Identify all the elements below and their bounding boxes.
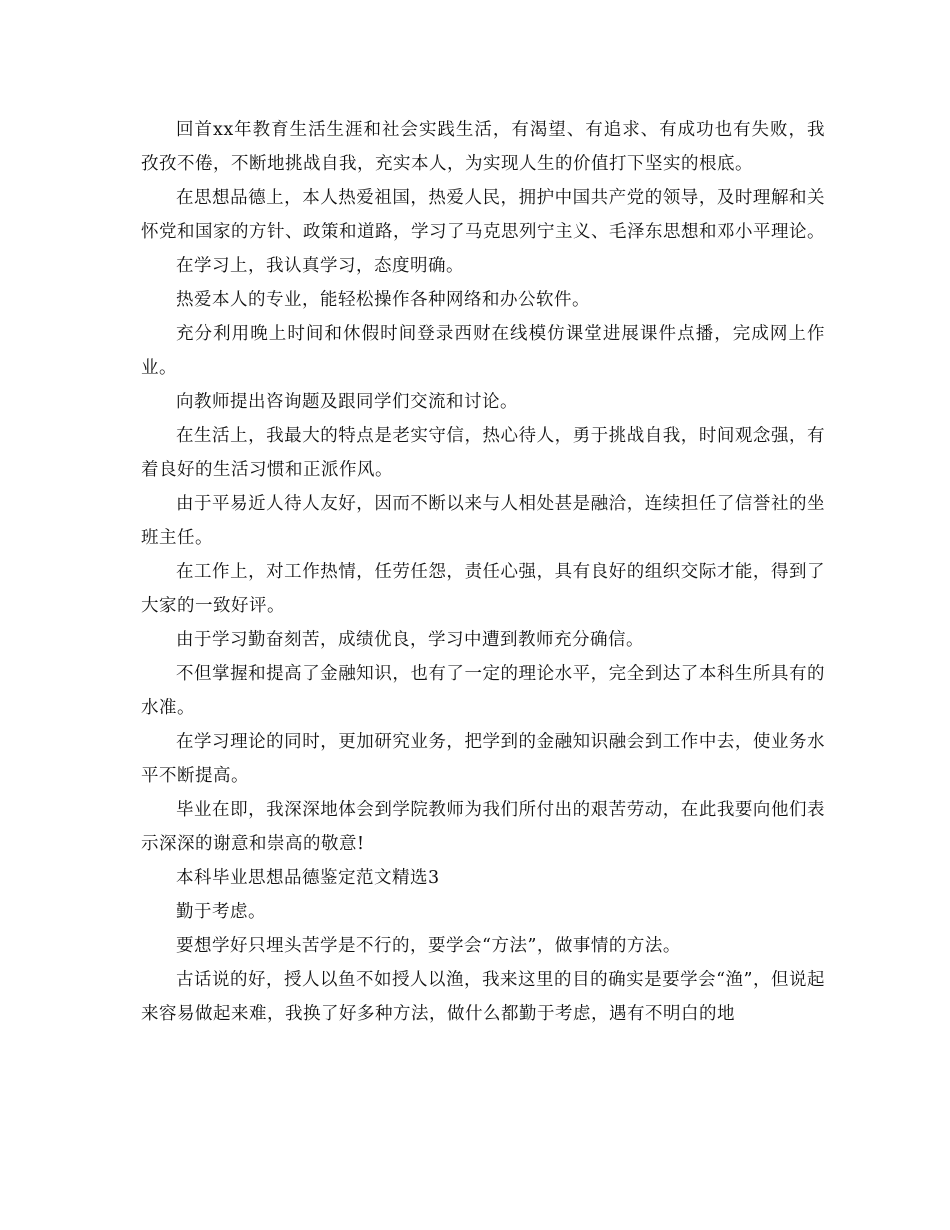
paragraph: 在学习上，我认真学习，态度明确。 xyxy=(176,256,464,276)
paragraph: 向教师提出咨询题及跟同学们交流和讨论。 xyxy=(176,392,518,412)
paragraph: 由于平易近人待人友好，因而不断以来与人相处甚是融洽，连续担任了信誉社的坐班主任。 xyxy=(141,494,825,548)
paragraph: 要想学好只埋头苦学是不行的，要学会“方法”，做事情的方法。 xyxy=(176,936,681,956)
paragraph: 勤于考虑。 xyxy=(176,902,266,922)
paragraph: 毕业在即，我深深地体会到学院教师为我们所付出的艰苦劳动，在此我要向他们表示深深的谢意和崇高的敬意! xyxy=(141,800,825,854)
paragraph: 不但掌握和提高了金融知识，也有了一定的理论水平，完全到达了本科生所具有的水准。 xyxy=(141,664,825,718)
paragraph: 充分利用晚上时间和休假时间登录西财在线模仿课堂进展课件点播，完成网上作业。 xyxy=(141,324,825,378)
section-heading: 本科毕业思想品德鉴定范文精选3 xyxy=(176,868,440,888)
paragraph: 热爱本人的专业，能轻松操作各种网络和办公软件。 xyxy=(176,290,590,310)
paragraph: 在生活上，我最大的特点是老实守信，热心待人，勇于挑战自我，时间观念强，有着良好的生活习惯和正派作风。 xyxy=(141,426,825,480)
paragraph: 由于学习勤奋刻苦，成绩优良，学习中遭到教师充分确信。 xyxy=(176,630,644,650)
paragraph: 在思想品德上，本人热爱祖国，热爱人民，拥护中国共产党的领导，及时理解和关怀党和国家的方针、政策和道路，学习了马克思列宁主义、毛泽东思想和邓小平理论。 xyxy=(141,188,825,242)
paragraph: 回首xx年教育生活生涯和社会实践生活，有渴望、有追求、有成功也有失败，我孜孜不倦，不断地挑战自我，充实本人，为实现人生的价值打下坚实的根底。 xyxy=(141,120,825,174)
paragraph: 古话说的好，授人以鱼不如授人以渔，我来这里的目的确实是要学会“渔”，但说起来容易做起来难，我换了好多种方法，做什么都勤于考虑，遇有不明白的地 xyxy=(141,970,825,1024)
paragraph: 在学习理论的同时，更加研究业务，把学到的金融知识融会到工作中去，使业务水平不断提高。 xyxy=(141,732,825,786)
paragraph: 在工作上，对工作热情，任劳任怨，责任心强，具有良好的组织交际才能，得到了大家的一致好评。 xyxy=(141,562,825,616)
document-body xyxy=(141,113,825,1031)
